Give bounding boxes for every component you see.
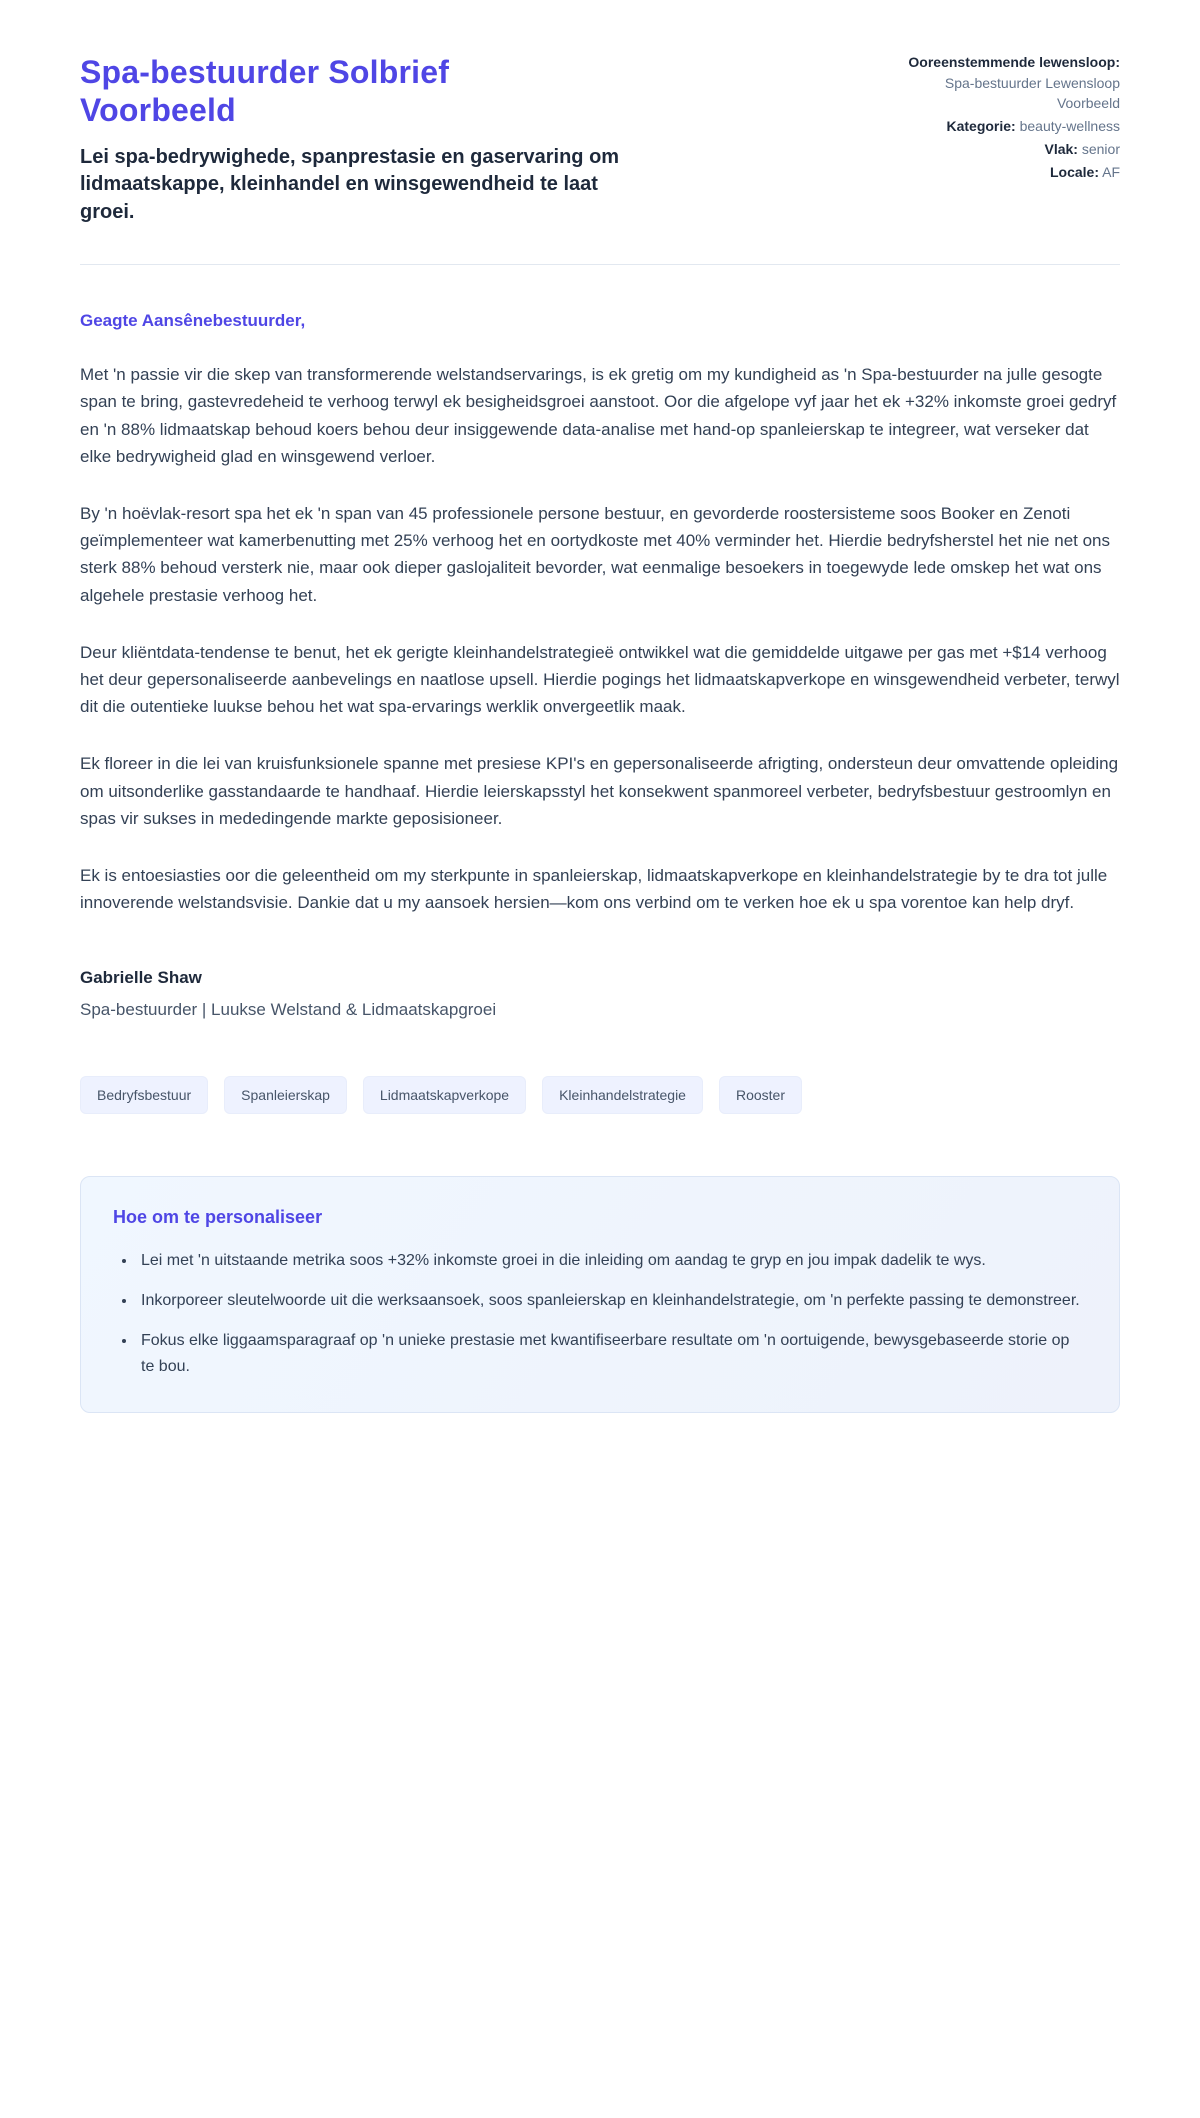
meta-label-locale: Locale:: [1049, 163, 1099, 180]
letter-paragraph: Met 'n passie vir die skep van transformerende welstandservarings, is ek gretig om my kundigheid as 'n Spa-bestuurder na julle gesogte span te bring, gastevredeheid te verhoog terwyl ek besigheidsgroei aanstoot. Oor die afgelope vyf jaar het ek +32% inkomste groei gedryf en 'n 88% lidmaatskap behoud koers behou deur insiggewende data-analise met hand-op spanleierskap te integreer, wat verseker dat elke bedrywigheid glad en winsgewend verloer.: [80, 365, 1117, 466]
page-header: [80, 46, 1120, 226]
meta-row-resume: [906, 52, 1120, 114]
meta-row-locale: [906, 162, 1120, 183]
meta-row-category: [906, 116, 1120, 137]
tip-item: • Inkorporeer sleutelwoorde uit die werksaansoek, soos spanleierskap en kleinhandelstrategie, om 'n perfekte passing te demonstreer.: [137, 1288, 1087, 1314]
meta-label-category: Kategorie:: [946, 118, 1016, 135]
meta-label-resume: Ooreenstemmende lewensloop:: [908, 54, 1120, 70]
tips-list: [113, 1248, 1087, 1380]
personalization-tips-box: [80, 1176, 1120, 1413]
signature-role: Spa-bestuurder | Luukse Welstand & Lidmaatskapgroei: [80, 1000, 497, 1020]
page-subtitle: Lei spa-bedrywighede, spanprestasie en gaservaring om lidmaatskappe, kleinhandel en winsgewendheid te laat groei.: [80, 145, 620, 223]
meta-label-level: Vlak:: [1044, 140, 1078, 157]
tag-chip-kleinhandelstrategie[interactable]: Kleinhandelstrategie: [542, 1076, 703, 1114]
meta-row-level: [906, 139, 1120, 160]
meta-value-category: beauty-wellness: [1019, 118, 1120, 135]
tag-chip-spanleierskap[interactable]: Spanleierskap: [224, 1076, 347, 1114]
letter-paragraph: Ek floreer in die lei van kruisfunksionele spanne met presiese KPI's en gepersonaliseerde afrigting, ondersteun deur omvattende opleiding om uitsonderlike gasstandaarde te handhaaf. Hierdie leierskapsstyl het konsekwent spanmoreel verbeter, bedryfsbestuur gestroomlyn en spas vir sukses in mededingende markte geposisioneer.: [80, 754, 1119, 828]
letter-body: [80, 311, 1120, 1020]
letter-paragraph: Ek is entoesiasties oor die geleentheid om my sterkpunte in spanleierskap, lidmaatskapverkope en kleinhandelstrategie by te dra tot julle innoverende welstandsvisie. Dankie dat u my aansoek hersien—kom ons verbind om te verken hoe ek u spa vorentoe kan help dryf.: [80, 865, 1108, 913]
page-title: Spa-bestuurder Solbrief Voorbeeld: [80, 54, 450, 128]
meta-value-level: senior: [1081, 140, 1120, 157]
meta-value-locale: AF: [1102, 163, 1120, 180]
tag-chip-lidmaatskapverkope[interactable]: Lidmaatskapverkope: [363, 1076, 526, 1114]
letter-paragraph: Deur kliëntdata-tendense te benut, het ek gerigte kleinhandelstrategieë ontwikkel wat die gemiddelde uitgawe per gas met +$14 verhoog het deur gepersonaliseerde aanbevelings en naatlose upsell. Hierdie pogings het lidmaatskapverkope en winsgewendheid verbeter, terwyl dit die outentieke luukse behou het wat spa-ervarings werklik onvergeetlik maak.: [80, 642, 1120, 717]
letter-paragraph: By 'n hoëvlak-resort spa het ek 'n span van 45 professionele persone bestuur, en gevorderde roostersisteme soos Booker en Zenoti geïmplementeer wat kamerbenutting met 25% verhoog het en oortydkoste met 40% verminder het. Hierdie bedryfsherstel het nie net ons sterk 88% behoud versterk nie, maar ook dieper gaslojaliteit bevorder, wat eenmalige besoekers in toegewyde lede omskep het wat ons algehele prestasie verhoog het.: [80, 504, 1111, 605]
tag-chip-bedryfsbestuur[interactable]: Bedryfsbestuur: [80, 1076, 208, 1114]
meta-block: [906, 46, 1120, 184]
tags-row: [80, 1076, 1120, 1114]
divider: [80, 264, 1120, 265]
tip-item: • Fokus elke liggaamsparagraaf op 'n unieke prestasie met kwantifiseerbare resultate om 'n oortuigende, bewysgebaseerde storie op te bou.: [137, 1328, 1087, 1380]
tag-chip-rooster[interactable]: Rooster: [719, 1076, 802, 1114]
tip-item: • Lei met 'n uitstaande metrika soos +32% inkomste groei in die inleiding om aandag te gryp en jou impak dadelik te wys.: [137, 1248, 1087, 1274]
header-title-block: [80, 46, 620, 226]
letter-greeting: Geagte Aansênebestuurder,: [80, 311, 306, 331]
resume-link[interactable]: Spa-bestuurder Lewensloop Voorbeeld: [944, 74, 1120, 112]
tips-title: Hoe om te personaliseer: [113, 1207, 323, 1228]
signature-name: Gabrielle Shaw: [80, 968, 202, 988]
